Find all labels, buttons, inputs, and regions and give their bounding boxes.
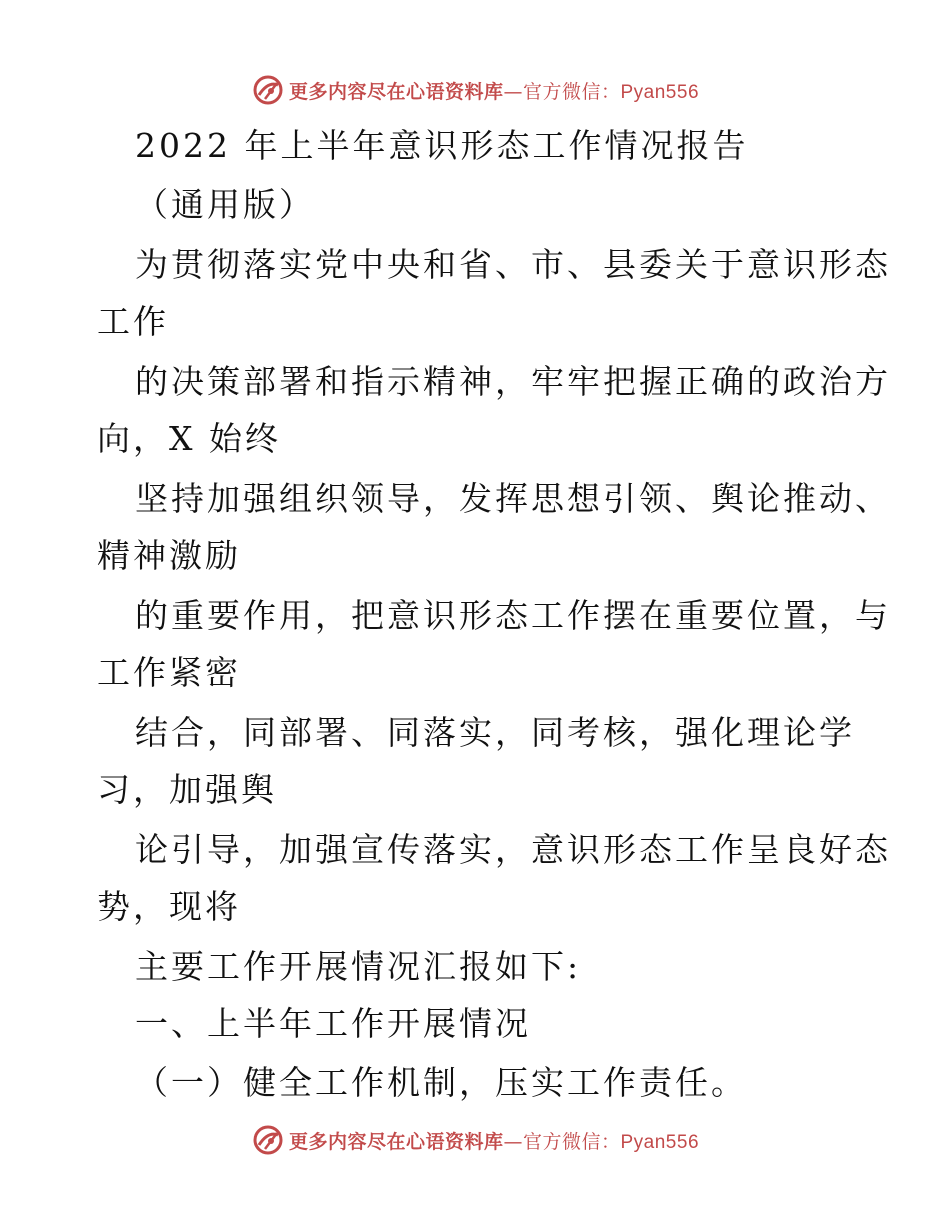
watermark-main-text: 更多内容尽在心语资料库 <box>288 1130 504 1153</box>
body-line: 工作紧密 <box>97 653 241 692</box>
header-watermark <box>0 70 950 110</box>
watermark-official-text: 官方微信： <box>522 1130 621 1153</box>
body-line: 主要工作开展情况汇报如下: <box>135 947 582 986</box>
document-title: 2022 年上半年意识形态工作情况报告 <box>135 126 749 165</box>
body-line: 的重要作用，把意识形态工作摆在重要位置，与 <box>135 596 891 635</box>
watermark-dash: — <box>503 80 523 103</box>
watermark-official-text: 官方微信： <box>522 80 621 103</box>
body-line: 习，加强舆 <box>97 770 277 809</box>
document-subtitle: （通用版） <box>135 185 315 224</box>
watermark-wechat-id: Pyan556 <box>620 81 700 103</box>
watermark-main-text: 更多内容尽在心语资料库 <box>288 80 504 103</box>
body-line: 为贯彻落实党中央和省、市、县委关于意识形态 <box>135 245 891 284</box>
body-line: 结合，同部署、同落实，同考核，强化理论学 <box>135 713 855 752</box>
body-line: 工作 <box>97 302 169 341</box>
watermark-wechat-id: Pyan556 <box>620 1131 700 1153</box>
body-line: 势，现将 <box>97 887 241 926</box>
body-line: 的决策部署和指示精神，牢牢把握正确的政治方 <box>135 362 891 401</box>
body-line: 精神激励 <box>97 536 241 575</box>
library-logo-icon <box>251 73 285 107</box>
footer-watermark <box>0 1120 950 1160</box>
section-heading: 一、上半年工作开展情况 <box>135 1004 531 1043</box>
subsection-heading: （一）健全工作机制，压实工作责任。 <box>135 1063 747 1102</box>
body-line: 向，X 始终 <box>97 419 281 458</box>
body-line: 坚持加强组织领导，发挥思想引领、舆论推动、 <box>135 479 891 518</box>
watermark-dash: — <box>503 1130 523 1153</box>
body-line: 论引导，加强宣传落实，意识形态工作呈良好态 <box>135 830 891 869</box>
library-logo-icon <box>251 1123 285 1157</box>
